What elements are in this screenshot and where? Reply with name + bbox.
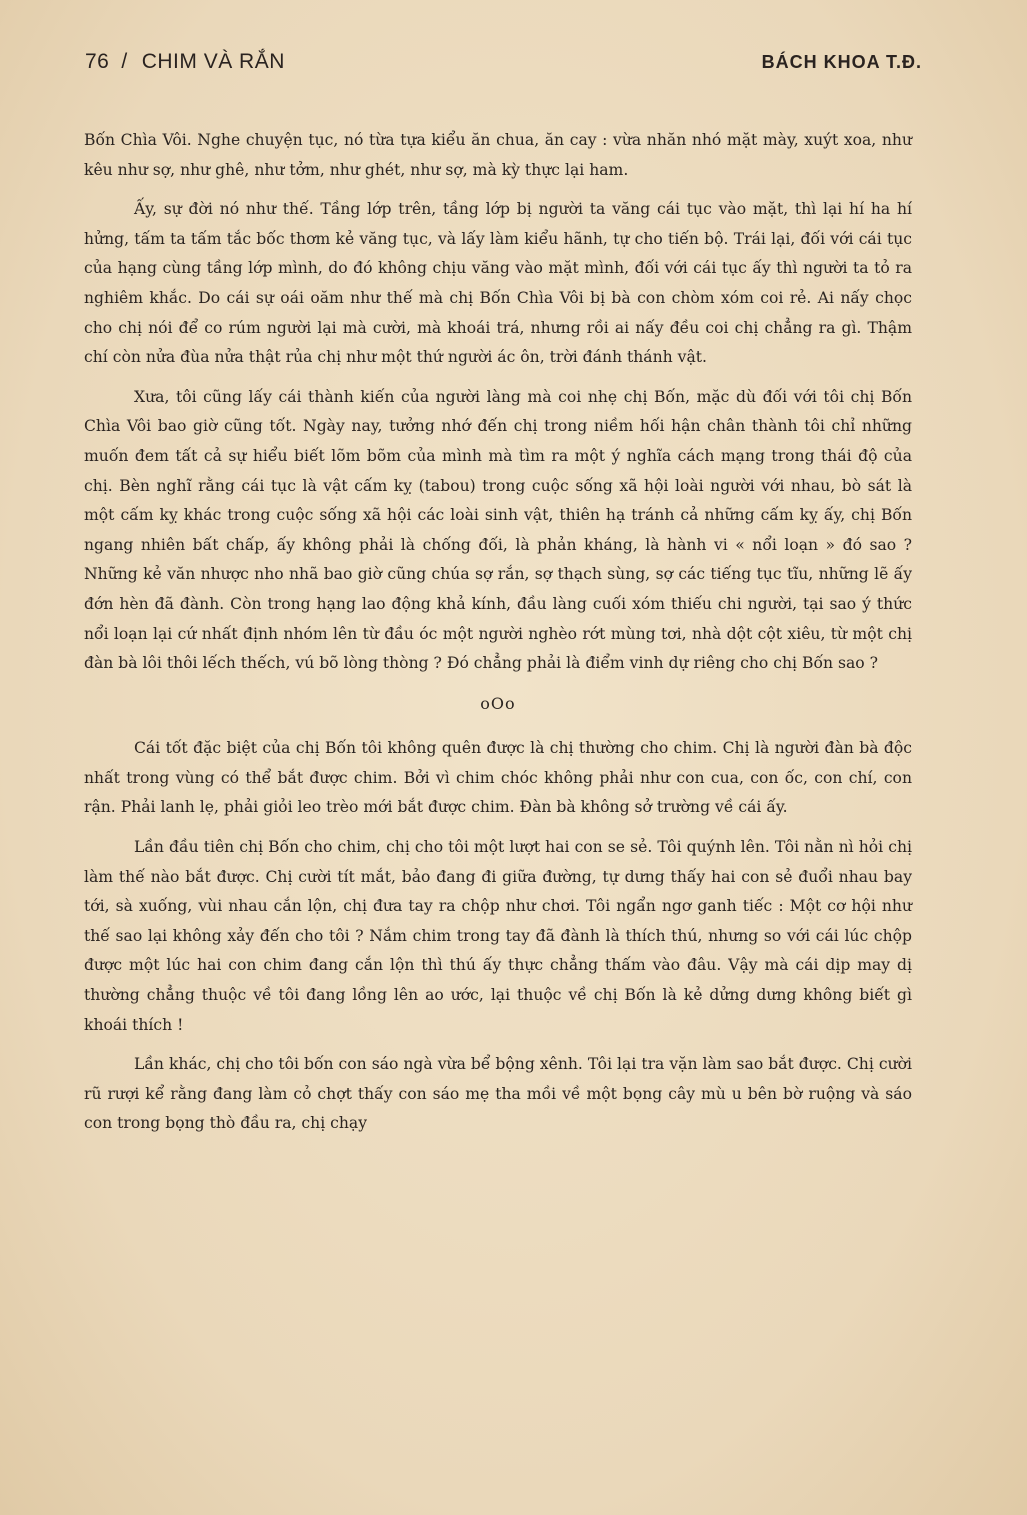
article-title: CHIM VÀ RẮN [141, 50, 285, 73]
running-head [85, 50, 285, 74]
header-separator: / [121, 50, 128, 73]
paragraph: Ấy, sự đời nó như thế. Tầng lớp trên, tầng lớp bị người ta văng cái tục vào mặt, thì lại hí ha hí hửng, tấm ta tấm tắc bốc thơm kẻ văng tục, và lấy làm kiểu hãnh, tự cho tiến bộ. Trái lại, đối với cái tục của hạng cùng tầng lớp mình, do đó không chịu văng vào mặt mình, đối với cái tục ấy thì người ta tỏ ra nghiêm khắc. Do cái sự oái oăm như thế mà chị Bốn Chìa Vôi bị bà con chòm xóm coi rẻ. Ai nấy chọc cho chị nói để co rúm người lại mà cười, mà khoái trá, nhưng rồi ai nấy đều coi chị chẳng ra gì. Thậm chí còn nửa đùa nửa thật rủa chị như một thứ người ác ôn, trời đánh thánh vật. [84, 200, 912, 367]
publication-name: BÁCH KHOA T.Đ. [761, 52, 922, 72]
paragraph: Xưa, tôi cũng lấy cái thành kiến của người làng mà coi nhẹ chị Bốn, mặc dù đối với tôi chị Bốn Chìa Vôi bao giờ cũng tốt. Ngày nay, tưởng nhớ đến chị trong niềm hối hận chân thành tôi chỉ những muốn đem tất cả sự hiểu biết lõm bõm của mình mà tìm ra một ý nghĩa cách mạng trong thái độ của chị. Bèn nghĩ rằng cái tục là vật cấm kỵ (tabou) trong cuộc sống xã hội loài người với nhau, bò sát là một cấm kỵ khác trong cuộc sống xã hội các loài sinh vật, thiên hạ tránh cả những cấm kỵ ấy, chị Bốn ngang nhiên bất chấp, ấy không phải là chống đối, là phản kháng, là hành vi « nổi loạn » đó sao ? Những kẻ văn nhược nho nhã bao giờ cũng chúa sợ rắn, sợ thạch sùng, sợ các tiếng tục tĩu, những lẽ ấy đớn hèn đã đành. Còn trong hạng lao động khả kính, đầu làng cuối xóm thiếu chi người, tại sao ý thức nổi loạn lại cứ nhất định nhóm lên từ đầu óc một người nghèo rớt mùng tơi, nhà dột cột xiêu, từ một chị đàn bà lôi thôi lếch thếch, vú bõ lòng thòng ? Đó chẳng phải là điểm vinh dự riêng cho chị Bốn sao ? [84, 387, 912, 673]
page-header [85, 50, 922, 86]
paragraph: Cái tốt đặc biệt của chị Bốn tôi không quên được là chị thường cho chim. Chị là người đàn bà độc nhất trong vùng có thể bắt được chim. Bởi vì chim chóc không phải như con cua, con ốc, con chí, con rận. Phải lanh lẹ, phải giỏi leo trèo mới bắt được chim. Đàn bà không sở trường về cái ấy. [84, 739, 912, 817]
article-body [84, 126, 912, 1149]
paragraph: Lần đầu tiên chị Bốn cho chim, chị cho tôi một lượt hai con se sẻ. Tôi quýnh lên. Tôi nằn nì hỏi chị làm thế nào bắt được. Chị cười tít mắt, bảo đang đi giữa đường, tự dưng thấy hai con sẻ đuổi nhau bay tới, sà xuống, vùi nhau cắn lộn, chị đưa tay ra chộp như chơi. Tôi ngẩn ngơ ganh tiếc : Một cơ hội như thế sao lại không xảy đến cho tôi ? Nắm chim trong tay đã đành là thích thú, nhưng so với cái lúc chộp được một lúc hai con chim đang cắn lộn thì thú ấy thực chẳng thấm vào đâu. Vậy mà cái dịp may dị thường chẳng thuộc về tôi đang lồng lên ao ước, lại thuộc về chị Bốn là kẻ dửng dưng không biết gì khoái thích ! [84, 838, 912, 1034]
paragraph: Bốn Chìa Vôi. Nghe chuyện tục, nó từa tựa kiểu ăn chua, ăn cay : vừa nhăn nhó mặt mày, xuýt xoa, như kêu như sợ, như ghê, như tởm, như ghét, như sợ, mà kỳ thực lại ham. [84, 131, 912, 179]
page-number: 76 [85, 50, 110, 73]
section-separator: oOo [480, 693, 516, 713]
paragraph: Lần khác, chị cho tôi bốn con sáo ngà vừa bể bộng xênh. Tôi lại tra vặn làm sao bắt được. Chị cười rũ rượi kể rằng đang làm cỏ chợt thấy con sáo mẹ tha mồi về một bọng cây mù u bên bờ ruộng và sáo con trong bọng thò đầu ra, chị chạy [84, 1055, 912, 1133]
